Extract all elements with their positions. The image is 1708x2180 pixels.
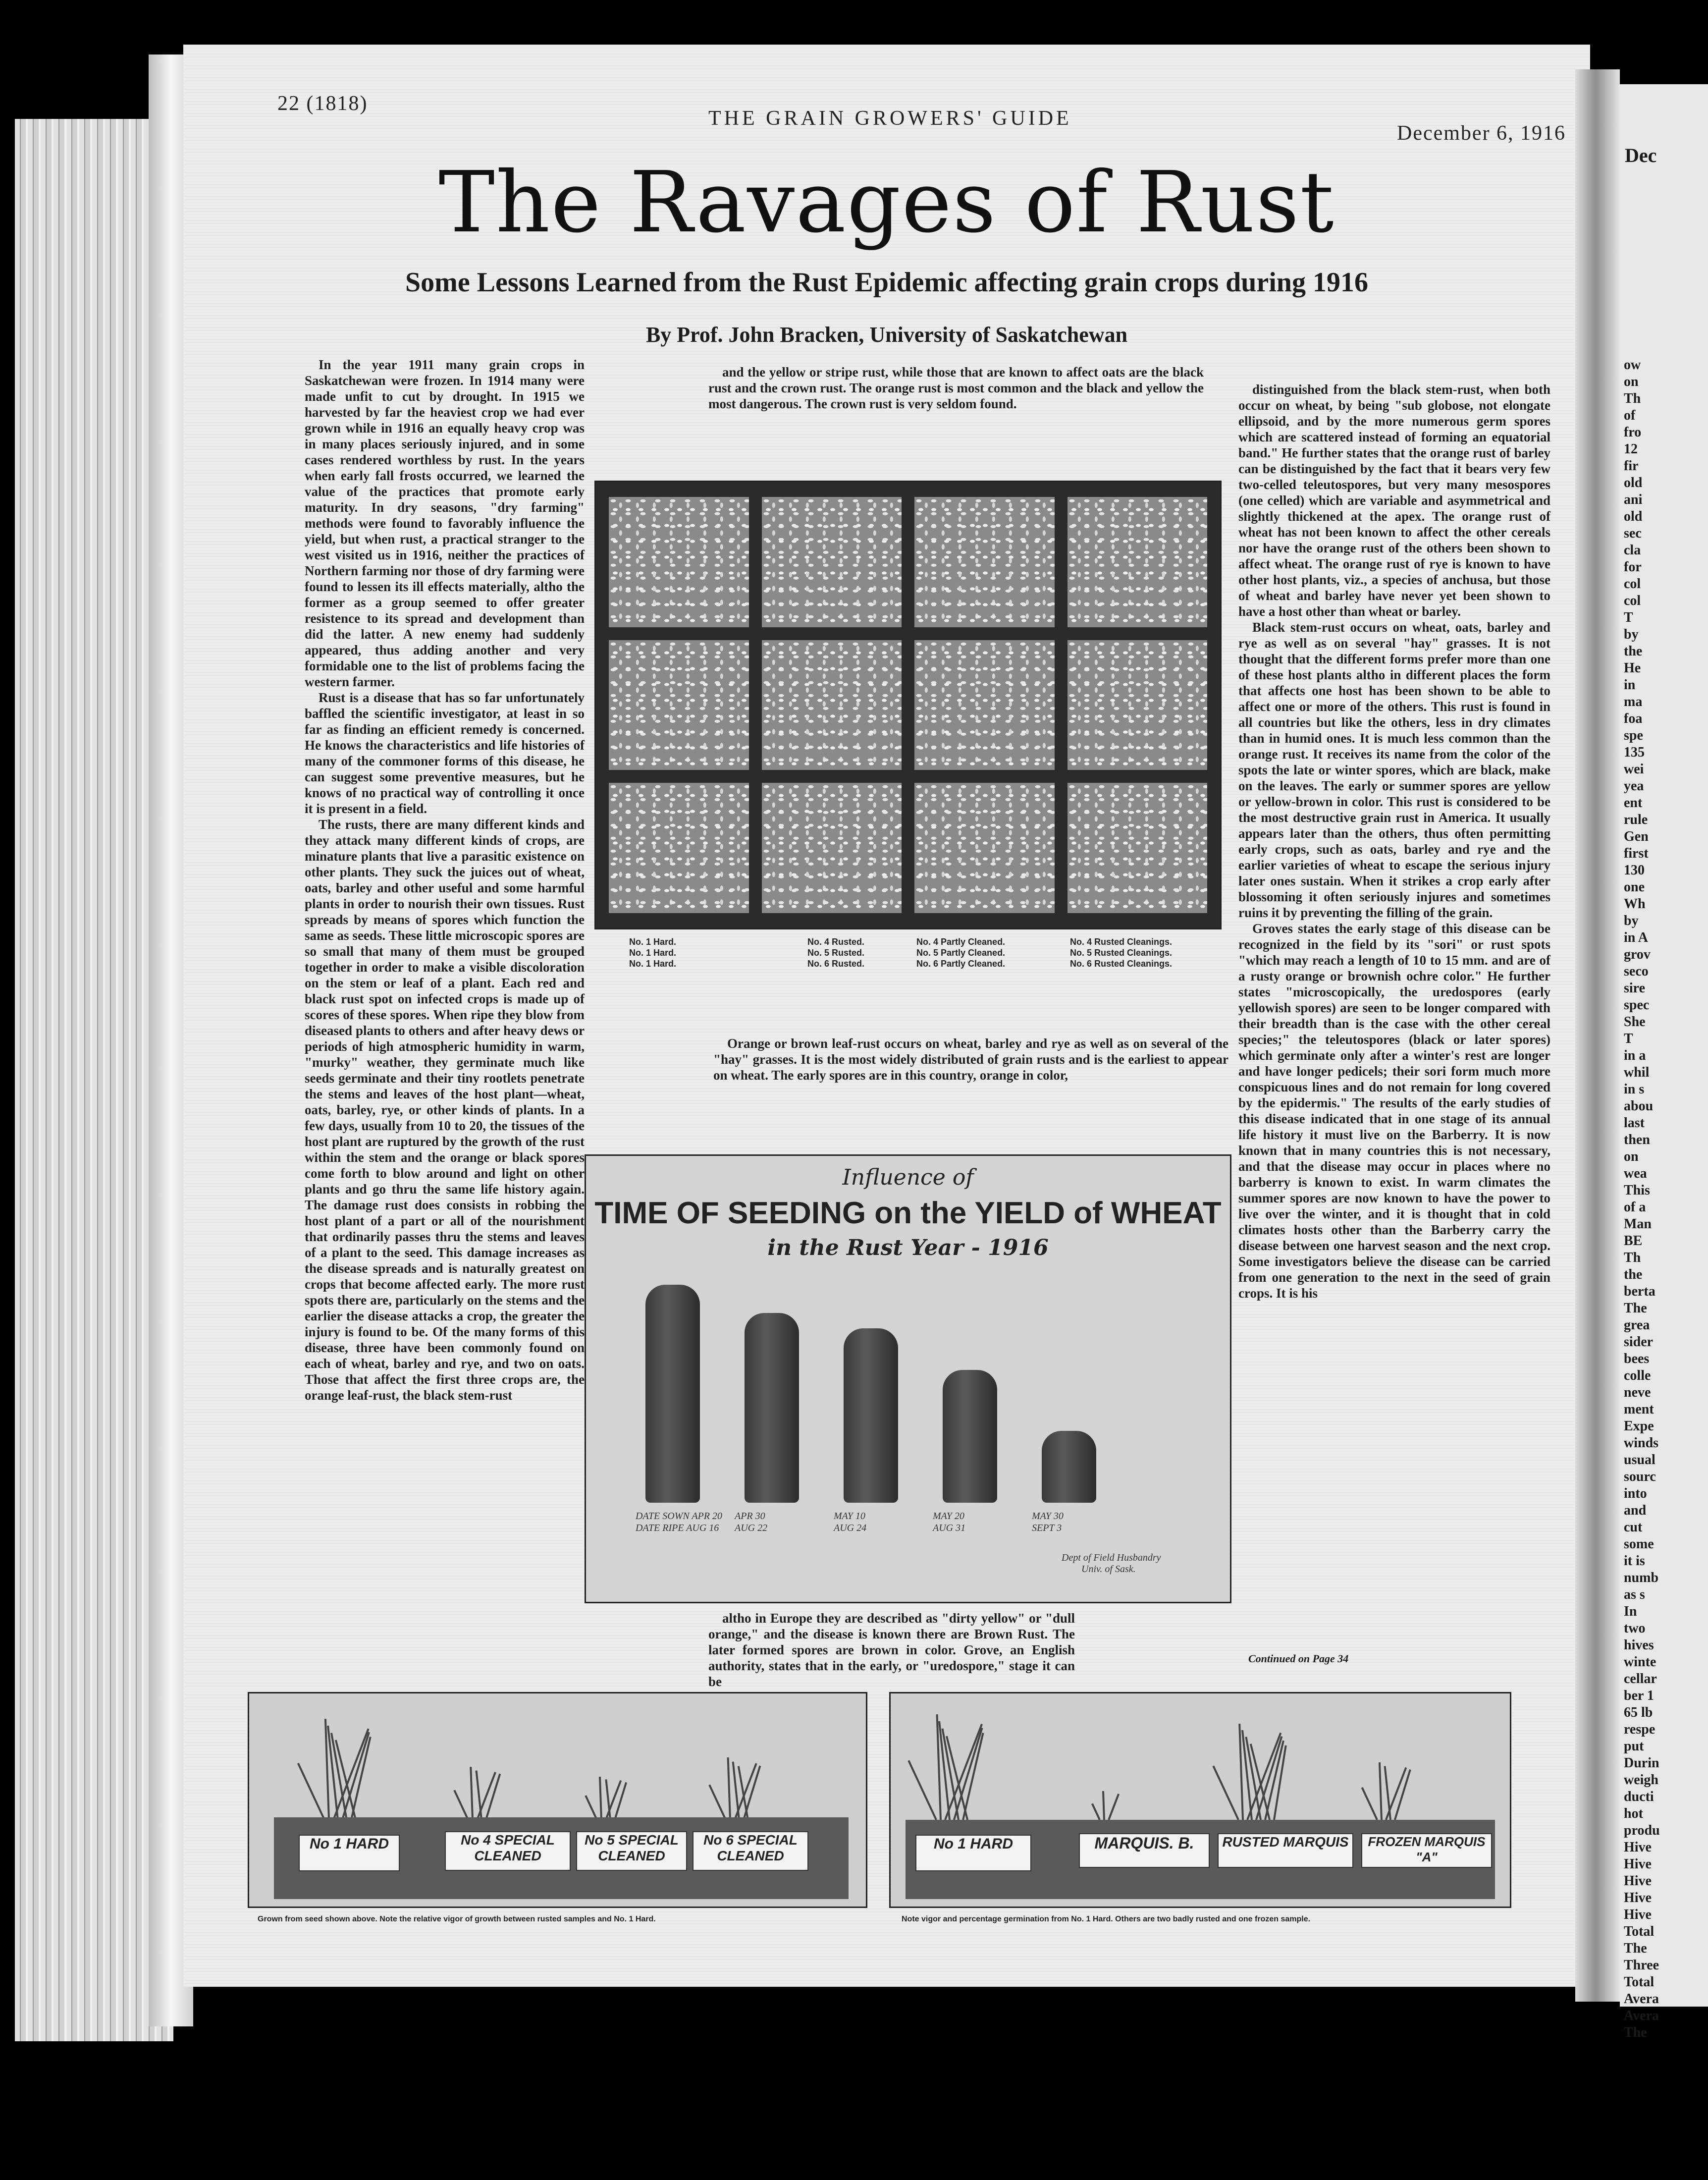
facing-fragment: Hive [1624,1907,1652,1922]
facing-fragment: Hive [1624,1840,1652,1855]
paragraph: Orange or brown leaf-rust occurs on wheat, barley and rye as well as on several of the "hay" grasses. It is the most widely distributed of grain rusts and is the earliest to appear on wheat. The early spores are in this country, orange in color, [713,1036,1228,1083]
facing-fragment: grov [1624,947,1651,962]
plant-photo-right [889,1692,1511,1908]
yield-bar [943,1370,997,1503]
facing-fragment: col [1624,576,1641,592]
facing-fragment: for [1624,559,1642,575]
plant-blade [297,1763,325,1820]
pot-label: MARQUIS. B. [1079,1833,1210,1868]
facing-fragment: T [1624,610,1633,625]
facing-fragment: respe [1624,1722,1655,1737]
facing-fragment: Hive [1624,1856,1652,1872]
facing-fragment: cut [1624,1520,1643,1535]
plant-blade [453,1790,469,1820]
facing-fragment: first [1624,846,1649,861]
grain-sample [762,783,902,913]
facing-fragment: The [1624,1941,1647,1956]
facing-fragment: ent [1624,795,1643,811]
facing-fragment: yea [1624,778,1644,794]
facing-fragment: whil [1624,1065,1650,1080]
bar-label: MAY 10 AUG 24 [834,1511,867,1533]
grain-sample [609,783,749,913]
grain-sample [762,497,902,627]
grain-sample [1068,640,1208,770]
facing-fragment: wei [1624,762,1644,777]
facing-fragment: the [1624,1267,1643,1282]
plant-blade [1361,1787,1378,1820]
facing-fragment: put [1624,1739,1644,1754]
pot-label: RUSTED MARQUIS [1218,1833,1353,1868]
facing-text-fragments [1624,357,1708,2041]
page-number: 22 (1818) [277,92,368,115]
bar-label: MAY 20 AUG 31 [933,1511,966,1533]
facing-fragment: in s [1624,1082,1645,1097]
yield-bar [645,1285,700,1503]
facing-fragment: neve [1624,1385,1651,1400]
bar-label: MAY 30 SEPT 3 [1032,1511,1064,1533]
facing-fragment: by [1624,627,1639,642]
facing-fragment: winte [1624,1654,1656,1670]
plant-blade [907,1760,937,1820]
pot-label: No 1 HARD [915,1835,1031,1871]
grain-sample [914,640,1055,770]
facing-fragment: produ [1624,1823,1660,1838]
facing-fragment: by [1624,913,1639,928]
facing-fragment: hot [1624,1806,1643,1821]
continued-note: Continued on Page 34 [1248,1652,1349,1665]
grain-sample [914,497,1055,627]
facing-header: Dec [1625,144,1657,166]
facing-fragment: In [1624,1604,1637,1619]
facing-fragment: on [1624,374,1639,389]
article-title: The Ravages of Rust [438,154,1335,252]
yield-bar [1042,1431,1096,1503]
seeding-chart-photo [585,1154,1231,1603]
facing-fragment: sec [1624,526,1642,541]
plant-blade [1102,1791,1105,1820]
facing-fragment: old [1624,475,1643,490]
paragraph: In the year 1911 many grain crops in Saskatchewan were frozen. In 1914 many were made unfit to cut by drought. In 1915 we harvested by far the heaviest crop we had ever grown while in 1916 an equally heavy crop was in many places seriously injured, and in some cases rendered worthless by rust. In the years when early fall frosts occurred, we learned the value of the practices that promote early maturity. In dry seasons, "dry farming" methods were found to favorably influence the yield, but when rust, a practical stranger to the west visited us in 1916, neither the practices of Northern farming nor those of dry farming were found to lessen its ill effects materially, altho the former as a group seemed to offer greater resistence to its spread and development than did the latter. A new enemy had suddenly appeared, thus adding another and very formidable one to the list of problems facing the western farmer. [305,357,585,689]
facing-fragment: Man [1624,1216,1652,1232]
paragraph: Groves states the early stage of this disease can be recognized in the field by its "sori" or rust spots "which may reach a length of 10 to 15 mm. and are of a rusty orange or brownish ochre color." He further states "microscopically, the uredospores (early yellowish spores) are seen to be longer compared with their breadth than is the case with the other cereal species;" the teleutospores (black or later spores) which germinate only after a winter's rest are longer and have longer pedicels; their sori form much more conspicuous lines and do not remain for long covered by the epidermis." The results of the early studies of this disease indicated that in one stage of its annual life history it must live on the Barberry. It is now known that in many countries this is not necessary, and that the disease may occur in places where no barberry is known to exist. In warm climates the summer spores are now known to have the power to live over the winter, and it is thought that in cold climates hosts other than the Barberry carry the disease between one harvest season and the next crop. Some investigators believe the disease can be carried from one generation to the next in the seed of grain crops. It is his [1238,921,1550,1301]
facing-fragment: fir [1624,458,1639,474]
issue-date: December 6, 1916 [1397,122,1566,145]
grain-sample [914,783,1055,913]
facing-fragment: winds [1624,1435,1659,1451]
plant-blade [1212,1765,1239,1820]
pot-label: No 6 SPECIAL CLEANED [693,1831,808,1871]
facing-page-edge [1620,84,1708,2040]
facing-fragment: Total [1624,1924,1655,1939]
grain-caption-col3: No. 4 Partly Cleaned. No. 5 Partly Cleaned. No. 6 Partly Cleaned. [916,937,1006,969]
bar-label: APR 30 AUG 22 [735,1511,768,1533]
page-gutter [1575,69,1620,2002]
facing-fragment: ow [1624,357,1641,373]
grain-caption-col2: No. 4 Rusted. No. 5 Rusted. No. 6 Rusted. [807,937,865,969]
facing-fragment: as s [1624,1587,1645,1602]
facing-fragment: sire [1624,981,1646,996]
plant-caption-right: Note vigor and percentage germination from No. 1 Hard. Others are two badly rusted and one frozen sample. [902,1915,1311,1923]
paragraph: and the yellow or stripe rust, while those that are known to affect oats are the black rust and the crown rust. The orange rust is most common and the black and yellow the most dangerous. The crown rust is very seldom found. [708,365,1204,411]
facing-fragment: 65 lb [1624,1705,1653,1720]
column-2-top [708,364,1204,463]
facing-fragment: Avera [1624,1991,1659,2007]
facing-fragment: She [1624,1014,1646,1030]
publication-name: THE GRAIN GROWERS' GUIDE [708,107,1072,130]
facing-fragment: of [1624,408,1636,423]
facing-fragment: spec [1624,997,1650,1013]
facing-fragment: wea [1624,1166,1647,1181]
bottle-bars [586,1156,1230,1602]
grain-samples-photo [594,481,1222,929]
article-subtitle: Some Lessons Learned from the Rust Epidemic affecting grain crops during 1916 [405,267,1368,298]
plant-blade [599,1777,602,1820]
paragraph: The rusts, there are many different kinds and they attack many different kinds of crops, are minature plants that live a parasitic existence on other plants. They suck the juices out of wheat, oats, barley and other useful and some harmful plants in order to nourish their own tissues. Rust spreads by means of spores which function the same as seeds. These little microscopic spores are so small that many of them must be grouped together in order to make a visible discoloration on the stem or leaf of a plant. Each red and black rust spot on infected crops is made up of scores of these spores. When ripe they blow from diseased plants to others and after heavy dews or periods of high atmospheric humidity in warm, "murky" weather, they germinate much like seeds germinate and their tiny rootlets penetrate the stems and leaves of the host plant—wheat, oats, barley, rye, or other kinds of plants. In a few days, usually from 10 to 20, the tissues of the host plant are ruptured by the growth of the rust within the stem and the orange or black spores come forth to blow around and light on other plants and go thru the same life history again. The damage rust does consists in robbing the host plant of a part or all of the nourishment that ordinarily passes thru the stems and leaves of a plant to the seed. This damage increases as the disease spreads and is naturally greatest on crops that become affected early. The more rust spots there are, particularly on the stems and the earlier the disease attacks a crop, the greater the injury is found to be. Of the many forms of this disease, three have been commonly found on each of wheat, barley and rye, and two on oats. Those that affect the first three crops are, the orange leaf-rust, the black stem-rust [305,817,585,1403]
yield-bar [844,1328,898,1503]
grain-sample [1068,783,1208,913]
facing-fragment: Hive [1624,1873,1652,1889]
facing-fragment: abou [1624,1098,1654,1114]
facing-fragment: Gen [1624,829,1649,844]
facing-fragment: Three [1624,1958,1659,1973]
facing-fragment: and [1624,1503,1647,1518]
plant-blade [1379,1762,1383,1820]
facing-fragment: He [1624,660,1641,676]
facing-fragment: rule [1624,812,1648,827]
facing-fragment: the [1624,644,1643,659]
facing-fragment: spe [1624,728,1643,743]
facing-fragment: foa [1624,711,1643,726]
bar-label: DATE SOWN APR 20 DATE RIPE AUG 16 [636,1511,722,1533]
facing-fragment: Hive [1624,1890,1652,1906]
column-1 [305,357,585,1853]
facing-fragment: in a [1624,1048,1646,1063]
facing-fragment: one [1624,879,1645,895]
plant-blade [708,1784,727,1820]
facing-fragment: old [1624,509,1643,524]
paragraph: altho in Europe they are described as "dirty yellow" or "dull orange," and the disease is known there are Brown Rust. The later formed spores are brown in color. Grove, an English authority, states that in the early, or "uredospore," stage it can be [708,1611,1075,1689]
plant-photo-left [248,1692,867,1908]
column-3 [1238,382,1550,1620]
chart-heading-line1: Influence of [842,1165,974,1190]
plant-blade [585,1795,597,1820]
facing-fragment: col [1624,593,1641,608]
facing-fragment: usual [1624,1452,1655,1468]
paragraph: distinguished from the black stem-rust, when both occur on wheat, by being "sub globose, not elongate ellipsoid, and by the more numerous germ spores which are scattered instead of forming an equatorial band." He further states that the orange rust of barley can be distinguished by the fact that it bears very few two-celled teleutospores, but very many mesospores (one celled) which are variable and asymmetrical and slightly thickened at the apex. The orange rust of wheat has not been known to affect the other cereals nor have the orange rust of the others been shown to affect wheat. The orange rust of rye is known to have other host plants, viz., a species of anchusa, but those of wheat and barley have never yet been shown to have a host other than wheat or barley. [1238,382,1550,619]
chart-heading-line2: TIME OF SEEDING on the YIELD of WHEAT [594,1196,1222,1230]
paragraph: Black stem-rust occurs on wheat, oats, barley and rye as well as on several "hay" grasses. It is not thought that the different forms prefer more than one of these host plants altho in different places the form that affects one host has been shown to be able to affect one or more of the others. This rust is found in all countries but like the others, less in dry climates than in humid ones. It is much less common than the orange rust. It receives its name from the color of the spots the late or winter spores, which are black, make on the leaves. The early or summer spores are yellow or yellow-brown in color. This rust is considered to be the most destructive grain rust in America. It usually appears later than the others, thus often permitting early crops, such as oats, barley and rye and the earlier varieties of wheat to escape the serious injury later ones sustain. When it strikes a crop early after blossoming it often seriously injures and sometimes ruins it by preventing the filling of the grain. [1238,620,1550,920]
facing-fragment: Durin [1624,1755,1659,1771]
facing-fragment: colle [1624,1368,1651,1383]
chart-heading-line3: in the Rust Year - 1916 [767,1235,1049,1260]
facing-fragment: Th [1624,1250,1641,1265]
facing-fragment: BE [1624,1233,1643,1249]
facing-fragment: 130 [1624,863,1645,878]
plant-blade [470,1767,474,1820]
pot-label: No 5 SPECIAL CLEANED [576,1831,687,1871]
facing-fragment: bees [1624,1351,1650,1366]
yield-bar [745,1313,799,1503]
facing-fragment: This [1624,1183,1650,1198]
facing-fragment: 135 [1624,745,1645,760]
facing-fragment: some [1624,1536,1654,1552]
facing-fragment: into [1624,1486,1647,1501]
facing-fragment: it is [1624,1553,1645,1569]
grain-caption-col1: No. 1 Hard. No. 1 Hard. No. 1 Hard. [629,937,677,969]
facing-fragment: weigh [1624,1772,1658,1788]
facing-fragment: ducti [1624,1789,1654,1804]
facing-fragment: cellar [1624,1671,1657,1687]
plant-blade [953,1728,983,1820]
grain-sample [1068,497,1208,627]
newspaper-page [183,45,1590,1987]
facing-fragment: hives [1624,1637,1654,1653]
facing-fragment: The [1624,1301,1647,1316]
facing-fragment: fro [1624,425,1642,440]
facing-fragment: T [1624,1031,1633,1046]
facing-fragment: last [1624,1115,1645,1131]
column-2-middle [713,1036,1228,1135]
chart-credit: Dept of Field Husbandry Univ. of Sask. [1062,1552,1161,1575]
grain-sample [609,497,749,627]
article-byline: By Prof. John Bracken, University of Saskatchewan [645,323,1128,347]
pot-label: FROZEN MARQUIS "A" [1361,1833,1492,1868]
facing-fragment: ment [1624,1402,1654,1417]
plant-blade [614,1782,627,1820]
pot-label: No 1 HARD [299,1835,400,1871]
facing-fragment: numb [1624,1570,1659,1585]
facing-fragment: Wh [1624,896,1646,912]
facing-fragment: in [1624,677,1636,693]
facing-fragment: of a [1624,1199,1646,1215]
facing-fragment: sourc [1624,1469,1656,1484]
facing-fragment: on [1624,1149,1639,1164]
facing-fragment: ber 1 [1624,1688,1654,1703]
grain-caption-col4: No. 4 Rusted Cleanings. No. 5 Rusted Cleanings. No. 6 Rusted Cleanings. [1070,937,1173,969]
facing-fragment: ma [1624,694,1643,709]
facing-fragment: sider [1624,1334,1654,1350]
facing-fragment: 12 [1624,441,1638,457]
facing-fragment: Avera [1624,2008,1659,2023]
facing-fragment: seco [1624,964,1649,979]
facing-fragment: berta [1624,1284,1655,1299]
facing-fragment: Th [1624,391,1641,406]
facing-fragment: ani [1624,492,1643,507]
plant-blade [1108,1794,1120,1820]
facing-fragment: grea [1624,1317,1650,1333]
paragraph: Rust is a disease that has so far unfortunately baffled the scientific investigator, at least in so far as finding an efficient remedy is concerned. He knows the characteristics and life histories of many of the commoner forms of this disease, he can suggest some preventive measures, but he knows of no practical way of controlling it once it is present in a field. [305,690,585,816]
pot-label: No 4 SPECIAL CLEANED [445,1831,571,1871]
plant-caption-left: Grown from seed shown above. Note the relative vigor of growth between rusted samples and No. 1 Hard. [258,1915,656,1923]
grain-sample [609,640,749,770]
facing-fragment: The [1624,2025,1647,2040]
facing-fragment: cla [1624,543,1641,558]
facing-fragment: Expe [1624,1418,1654,1434]
facing-fragment: Total [1624,1974,1655,1990]
facing-fragment: then [1624,1132,1650,1147]
plant-blade [727,1757,731,1820]
plant-blade [1091,1803,1101,1820]
grain-sample [762,640,902,770]
facing-fragment: in A [1624,930,1649,945]
facing-fragment: two [1624,1621,1646,1636]
